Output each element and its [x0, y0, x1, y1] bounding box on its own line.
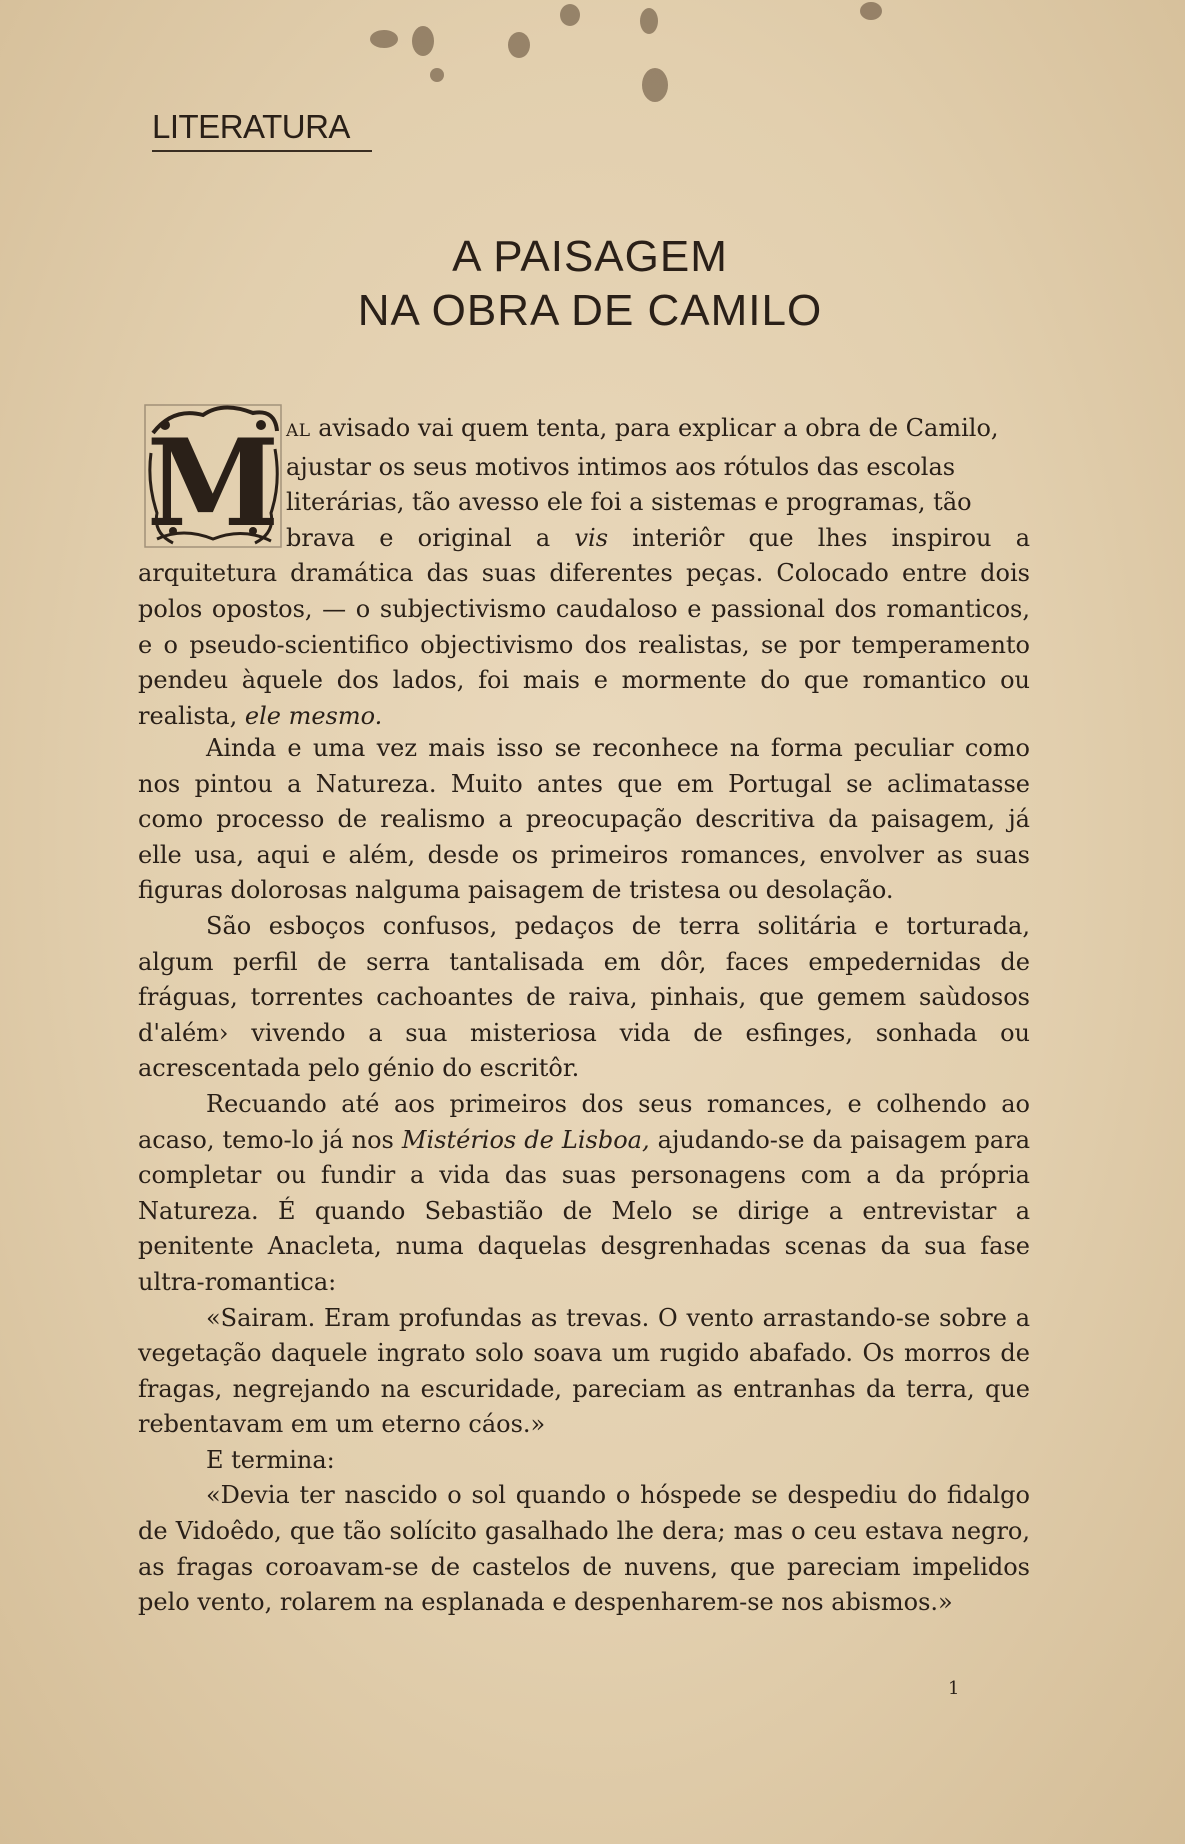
para4-a: Recuando até aos primeiros dos seus romances, e colhendo ao acaso, temo-lo já nos [138, 1089, 1030, 1154]
dropcap-letter: M [146, 413, 280, 549]
paragraph-1-line1 [286, 411, 1030, 450]
stain-decoration [860, 2, 882, 20]
stain-decoration [430, 68, 444, 82]
para4-b: ajudando-se da paisagem para completar ou fundir a vida das suas personagens com a da própria Natureza. É quando Sebastião de Melo se dirige a entrevistar a penitente Anacleta, numa daquelas desgrenhadas scenas da sua fase ultra-romantica: [138, 1125, 1031, 1296]
page-number: 1 [948, 1678, 960, 1699]
paragraph-1-line4 [286, 521, 1030, 557]
article-title-line2: NA OBRA DE CAMILO [357, 286, 823, 335]
stain-decoration [370, 30, 398, 48]
para4-em: Mistérios de Lisboa, [401, 1125, 650, 1154]
stain-decoration [508, 32, 530, 58]
paragraph-3: São esboços confusos, pedaços de terra solitária e torturada, algum perfil de serra tantalisada em dôr, faces empedernidas de fráguas, torrentes cachoantes de raiva, pinhais, que gemem saùdosos d'além› vivendo a sua misteriosa vida de esfinges, sonhada ou acrescentada pelo génio do escritôr. [138, 911, 1030, 1083]
paragraph-2: Ainda e uma vez mais isso se reconhece na forma peculiar como nos pintou a Natureza. Muito antes que em Portugal se aclimatasse como processo de realismo a preocupação descritiva da paisagem, já elle usa, aqui e além, desde os primeiros romances, envolver as suas figuras dolorosas nalguma paisagem de tristesa ou desolação. [138, 734, 1030, 905]
stain-decoration [412, 26, 434, 56]
para1-line4-a: brava e original a [286, 523, 575, 552]
paragraph-1-line2: ajustar os seus motivos intimos aos rótulos das escolas [286, 452, 956, 481]
paragraph-1 [138, 411, 1030, 734]
stain-decoration [642, 68, 668, 102]
paragraph-4 [138, 1087, 1030, 1301]
lead-in-smallcaps: AL [286, 421, 311, 441]
quote-2: «Devia ter nascido o sol quando o hóspede se despediu do fidalgo de Vidoêdo, que tão solícito gasalhado lhe dera; mas o ceu estava negro, as fragas coroavam-se de castelos de nuvens, que pareciam impelidos pelo vento, rolarem na esplanada e despenharem-se nos abismos.» [138, 1481, 1030, 1617]
para1-rest-em: ele mesmo. [244, 701, 383, 730]
para1-line1-text: avisado vai quem tenta, para explicar a obra de Camilo, [310, 414, 999, 442]
stain-decoration [560, 4, 580, 26]
stain-decoration [640, 8, 658, 34]
para1-line4-b: interiôr que lhes inspirou a [608, 523, 1031, 552]
paragraph-1-line3: literárias, tão avesso ele foi a sistemas e programas, tão [286, 488, 972, 517]
section-label: LITERATURA [152, 108, 372, 152]
article-title-line1: A PAISAGEM [452, 232, 728, 281]
paragraph-1-rest [138, 556, 1030, 734]
para1-line4-em: vis [574, 523, 609, 552]
para1-rest-a: arquitetura dramática das suas diferentes peças. Colocado entre dois polos opostos, — o subjectivismo caudaloso e passional dos romanticos, e o pseudo-scientifico objectivismo dos realistas, se por temperamento pendeu àquele dos lados, foi mais e mormente do que romantico ou realista, [138, 559, 1030, 730]
paragraph-5: E termina: [206, 1445, 335, 1474]
body-continuation [138, 731, 1030, 1621]
quote-1: «Sairam. Eram profundas as trevas. O vento arrastando-se sobre a vegetação daquele ingrato solo soava um rugido abafado. Os morros de fragas, negrejando na escuridade, pareciam as entranhas da terra, que rebentavam em um eterno cáos.» [138, 1303, 1030, 1439]
